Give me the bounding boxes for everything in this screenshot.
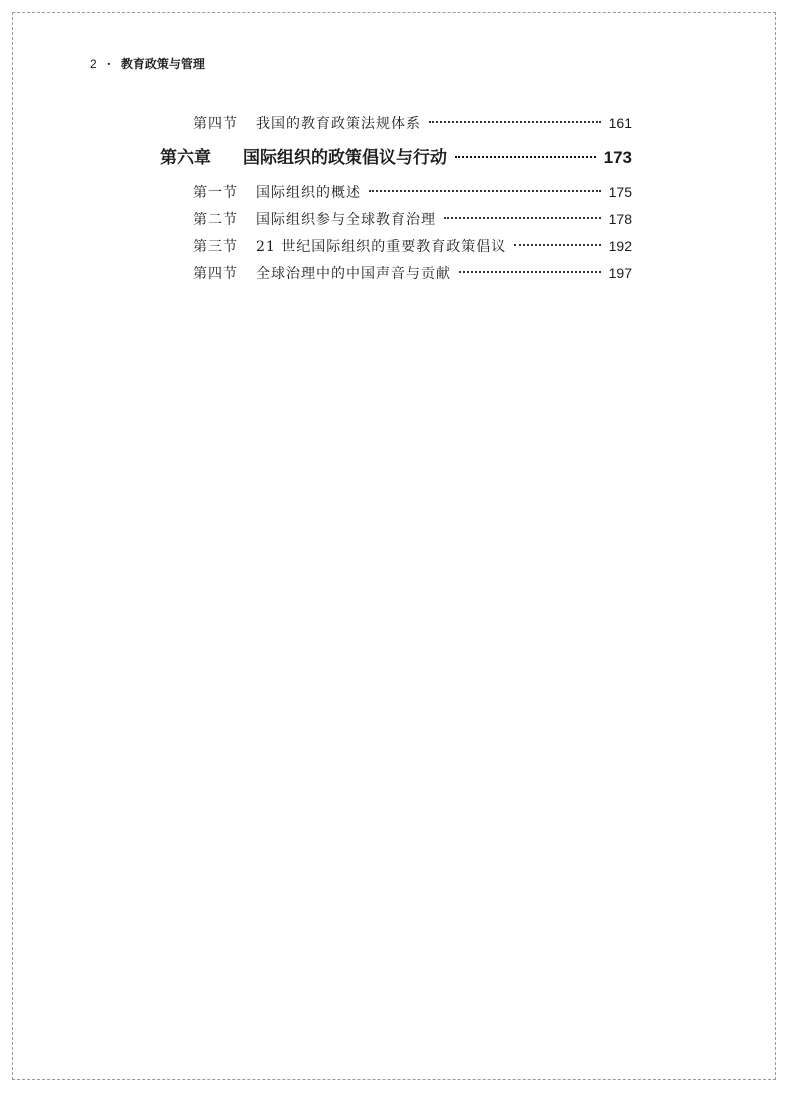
section-page-number: 161 bbox=[608, 115, 632, 131]
section-page-number: 192 bbox=[608, 238, 632, 254]
toc-entry-section[interactable] bbox=[160, 179, 632, 206]
header-separator: · bbox=[106, 56, 111, 71]
toc-entry-section[interactable] bbox=[160, 206, 632, 233]
section-page-number: 175 bbox=[608, 184, 632, 200]
section-title: 国际组织的概述 bbox=[256, 185, 361, 201]
section-label: 第一节 bbox=[193, 185, 238, 201]
dot-leader bbox=[429, 121, 601, 123]
toc-entry-chapter[interactable] bbox=[160, 138, 632, 178]
toc-entry-section[interactable] bbox=[160, 110, 632, 137]
section-label: 第二节 bbox=[193, 212, 238, 228]
chapter-title: 国际组织的政策倡议与行动 bbox=[243, 148, 447, 168]
running-head bbox=[90, 55, 205, 72]
toc-entry-section[interactable] bbox=[160, 260, 632, 287]
section-page-number: 178 bbox=[608, 211, 632, 227]
section-title: 21 世纪国际组织的重要教育政策倡议 bbox=[256, 239, 507, 255]
section-title: 我国的教育政策法规体系 bbox=[256, 116, 421, 132]
book-title: 教育政策与管理 bbox=[120, 57, 205, 71]
dot-leader bbox=[444, 217, 601, 219]
dot-leader bbox=[369, 190, 601, 192]
dot-leader bbox=[459, 271, 601, 273]
toc-entry-section[interactable] bbox=[160, 233, 632, 260]
section-label: 第三节 bbox=[193, 239, 238, 255]
section-label: 第四节 bbox=[193, 266, 238, 282]
dot-leader bbox=[455, 156, 596, 158]
chapter-page-number: 173 bbox=[603, 148, 632, 167]
section-title: 国际组织参与全球教育治理 bbox=[256, 212, 436, 228]
page-number: 2 bbox=[90, 56, 97, 71]
table-of-contents bbox=[160, 110, 632, 287]
chapter-label: 第六章 bbox=[160, 148, 211, 168]
section-page-number: 197 bbox=[608, 265, 632, 281]
section-label: 第四节 bbox=[193, 116, 238, 132]
section-title: 全球治理中的中国声音与贡献 bbox=[256, 266, 451, 282]
dot-leader bbox=[514, 244, 600, 246]
